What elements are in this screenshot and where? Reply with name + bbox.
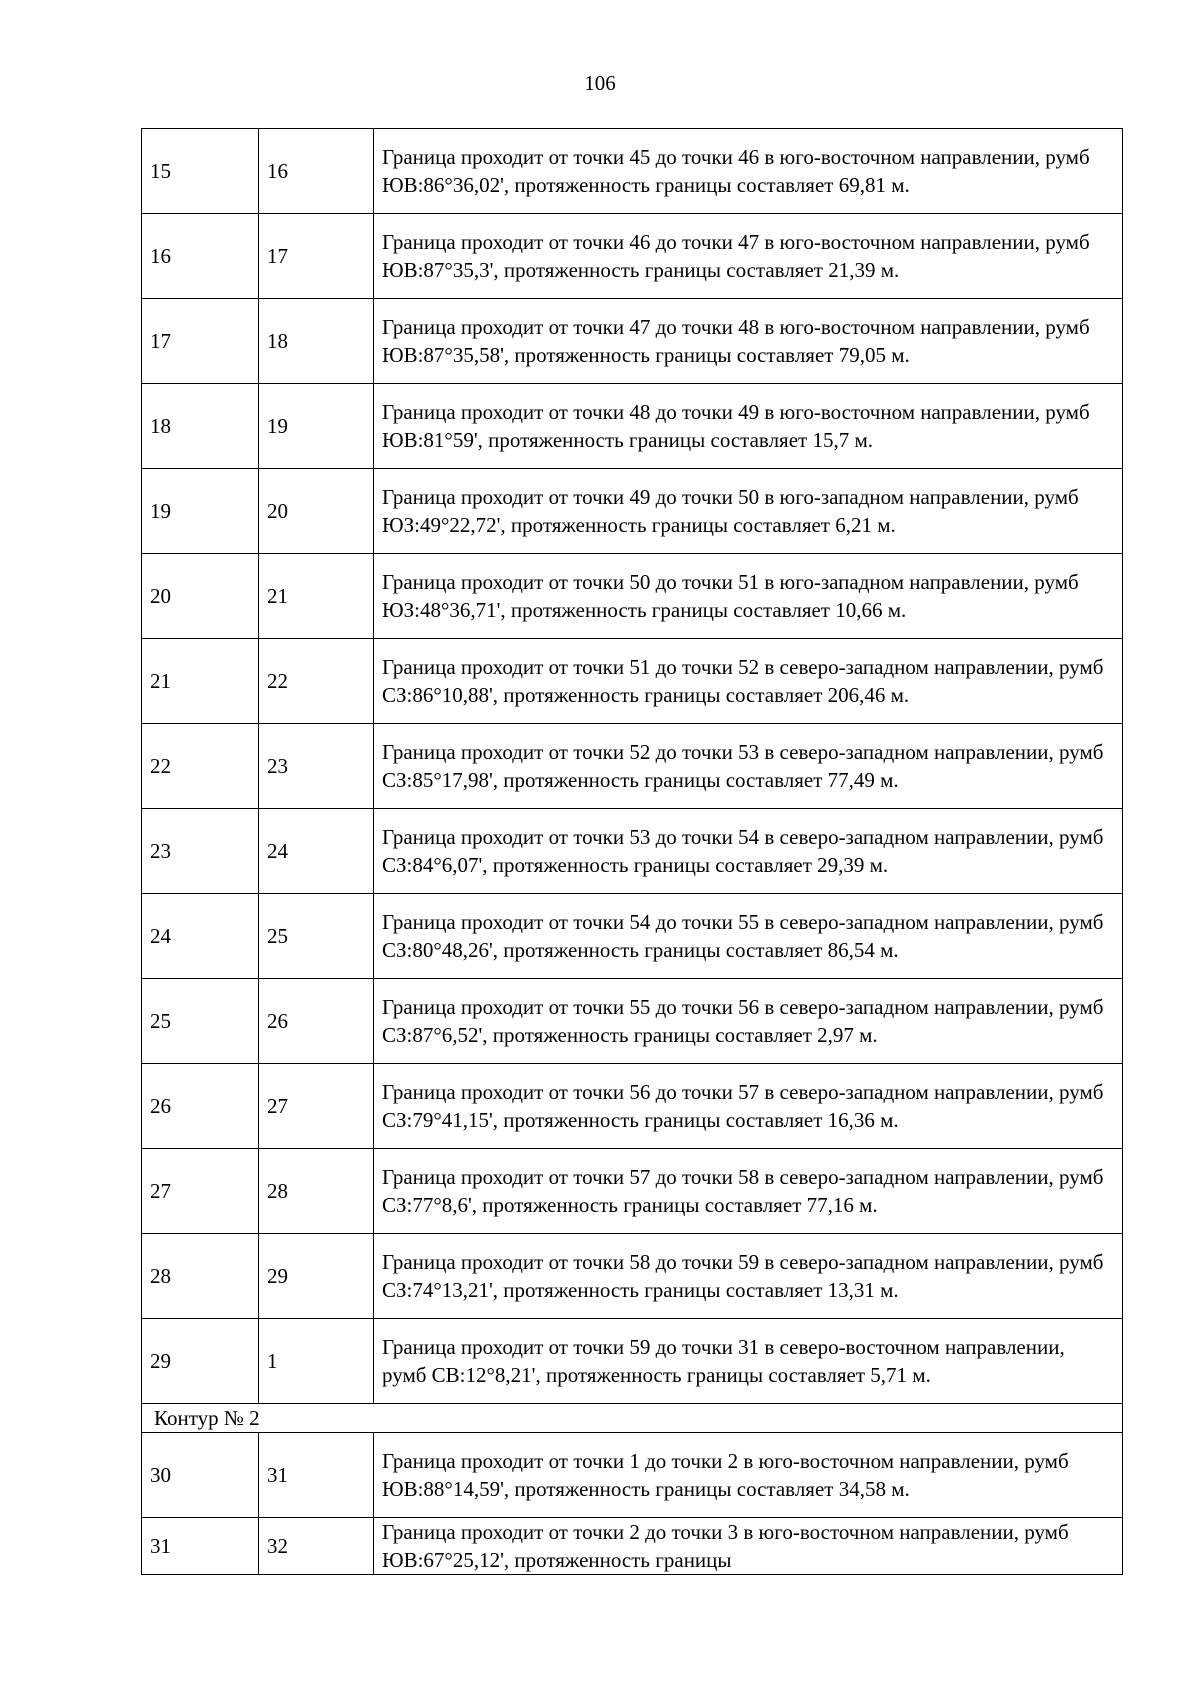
row-description-cell: Граница проходит от точки 53 до точки 54 в северо-западном направлении, румб СЗ:84°6,07', протяженность границы составляет 29,39 м.	[374, 809, 1123, 894]
row-description-cell: Граница проходит от точки 48 до точки 49 в юго-восточном направлении, румб ЮВ:81°59', протяженность границы составляет 15,7 м.	[374, 384, 1123, 469]
row-from-cell: 22	[142, 724, 259, 809]
row-to-cell: 24	[259, 809, 374, 894]
row-to-cell: 21	[259, 554, 374, 639]
row-from-cell: 31	[142, 1518, 259, 1575]
row-description-cell: Граница проходит от точки 2 до точки 3 в юго-восточном направлении, румб ЮВ:67°25,12', протяженность границы	[374, 1518, 1123, 1575]
row-description-cell: Граница проходит от точки 56 до точки 57 в северо-западном направлении, румб СЗ:79°41,15', протяженность границы составляет 16,36 м.	[374, 1064, 1123, 1149]
row-from-cell: 17	[142, 299, 259, 384]
table-row	[142, 979, 1123, 1064]
row-description-cell: Граница проходит от точки 52 до точки 53 в северо-западном направлении, румб СЗ:85°17,98', протяженность границы составляет 77,49 м.	[374, 724, 1123, 809]
row-description-cell: Граница проходит от точки 51 до точки 52 в северо-западном направлении, румб СЗ:86°10,88', протяженность границы составляет 206,46 м.	[374, 639, 1123, 724]
row-description-cell: Граница проходит от точки 1 до точки 2 в юго-восточном направлении, румб ЮВ:88°14,59', протяженность границы составляет 34,58 м.	[374, 1433, 1123, 1518]
contour-label: Контур № 2	[142, 1404, 1123, 1433]
row-to-cell: 29	[259, 1234, 374, 1319]
table-row	[142, 894, 1123, 979]
table-row	[142, 1433, 1123, 1518]
row-from-cell: 24	[142, 894, 259, 979]
row-to-cell: 1	[259, 1319, 374, 1404]
table-row	[142, 1064, 1123, 1149]
row-description-cell: Граница проходит от точки 59 до точки 31 в северо-восточном направлении, румб СВ:12°8,21', протяженность границы составляет 5,71 м.	[374, 1319, 1123, 1404]
row-to-cell: 18	[259, 299, 374, 384]
table-row	[142, 129, 1123, 214]
row-to-cell: 20	[259, 469, 374, 554]
table-body	[142, 129, 1123, 1575]
table-row	[142, 384, 1123, 469]
table-row	[142, 469, 1123, 554]
page-number: 106	[584, 71, 616, 95]
row-description-cell: Граница проходит от точки 54 до точки 55 в северо-западном направлении, румб СЗ:80°48,26', протяженность границы составляет 86,54 м.	[374, 894, 1123, 979]
row-from-cell: 23	[142, 809, 259, 894]
table-row	[142, 1319, 1123, 1404]
boundary-table	[141, 128, 1123, 1575]
row-to-cell: 26	[259, 979, 374, 1064]
row-from-cell: 19	[142, 469, 259, 554]
row-description-cell: Граница проходит от точки 46 до точки 47 в юго-восточном направлении, румб ЮВ:87°35,3', протяженность границы составляет 21,39 м.	[374, 214, 1123, 299]
row-from-cell: 29	[142, 1319, 259, 1404]
table-row	[142, 1234, 1123, 1319]
row-description-cell: Граница проходит от точки 49 до точки 50 в юго-западном направлении, румб ЮЗ:49°22,72', протяженность границы составляет 6,21 м.	[374, 469, 1123, 554]
table-row	[142, 1149, 1123, 1234]
row-from-cell: 16	[142, 214, 259, 299]
row-description-cell: Граница проходит от точки 50 до точки 51 в юго-западном направлении, румб ЮЗ:48°36,71', протяженность границы составляет 10,66 м.	[374, 554, 1123, 639]
table-row	[142, 1518, 1123, 1575]
table-row	[142, 639, 1123, 724]
table-row	[142, 554, 1123, 639]
row-description-cell: Граница проходит от точки 45 до точки 46 в юго-восточном направлении, румб ЮВ:86°36,02', протяженность границы составляет 69,81 м.	[374, 129, 1123, 214]
row-from-cell: 27	[142, 1149, 259, 1234]
row-from-cell: 21	[142, 639, 259, 724]
row-from-cell: 25	[142, 979, 259, 1064]
row-to-cell: 19	[259, 384, 374, 469]
table-row	[142, 809, 1123, 894]
row-to-cell: 32	[259, 1518, 374, 1575]
row-to-cell: 28	[259, 1149, 374, 1234]
table-row	[142, 724, 1123, 809]
row-to-cell: 22	[259, 639, 374, 724]
row-to-cell: 23	[259, 724, 374, 809]
row-description-cell: Граница проходит от точки 55 до точки 56 в северо-западном направлении, румб СЗ:87°6,52', протяженность границы составляет 2,97 м.	[374, 979, 1123, 1064]
row-from-cell: 28	[142, 1234, 259, 1319]
row-to-cell: 27	[259, 1064, 374, 1149]
row-from-cell: 18	[142, 384, 259, 469]
row-from-cell: 15	[142, 129, 259, 214]
row-from-cell: 20	[142, 554, 259, 639]
row-to-cell: 31	[259, 1433, 374, 1518]
contour-row	[142, 1404, 1123, 1433]
table-row	[142, 299, 1123, 384]
row-to-cell: 16	[259, 129, 374, 214]
row-to-cell: 17	[259, 214, 374, 299]
row-to-cell: 25	[259, 894, 374, 979]
row-from-cell: 30	[142, 1433, 259, 1518]
row-description-cell: Граница проходит от точки 57 до точки 58 в северо-западном направлении, румб СЗ:77°8,6', протяженность границы составляет 77,16 м.	[374, 1149, 1123, 1234]
row-description-cell: Граница проходит от точки 58 до точки 59 в северо-западном направлении, румб СЗ:74°13,21', протяженность границы составляет 13,31 м.	[374, 1234, 1123, 1319]
row-from-cell: 26	[142, 1064, 259, 1149]
row-description-cell: Граница проходит от точки 47 до точки 48 в юго-восточном направлении, румб ЮВ:87°35,58', протяженность границы составляет 79,05 м.	[374, 299, 1123, 384]
table-row	[142, 214, 1123, 299]
